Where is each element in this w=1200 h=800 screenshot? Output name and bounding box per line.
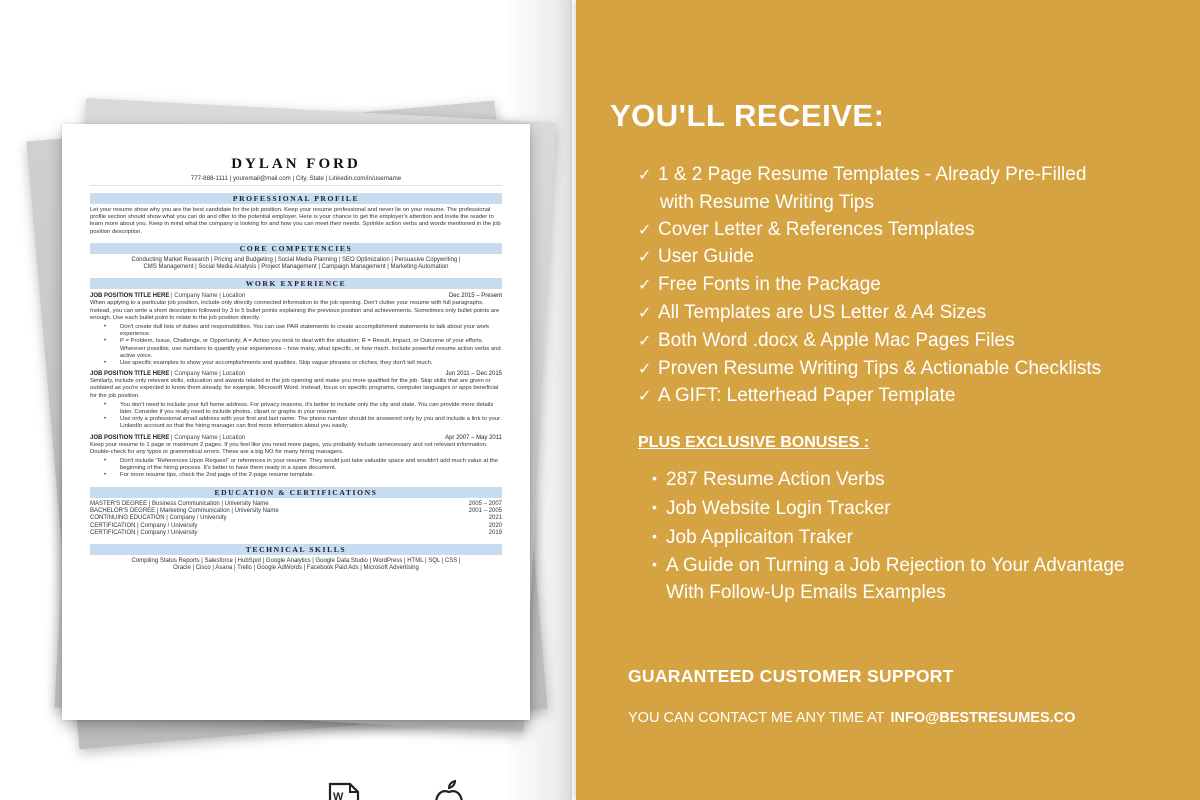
profile-text: Let your resume show why you are the best candidate for the job position. Keep your resume professional and never lie on your resume. The professional profile section should show what you can do and offer to the potential employer. Here is your chance to get the employer's attention and invite the reader to learn more about you. Keep in mind what the company is looking for and how you can meet their needs. Sprinkle action verbs and words mentioned in the job position description. xyxy=(90,207,501,235)
receive-item xyxy=(638,383,1101,411)
job-header xyxy=(90,371,502,377)
job-header xyxy=(90,293,502,299)
job-company: | Company Name | Location xyxy=(169,371,246,378)
check-icon: ✓ xyxy=(638,360,652,378)
receive-item xyxy=(638,328,1101,356)
education-row xyxy=(90,515,502,522)
job-title-line xyxy=(90,293,245,299)
education-list xyxy=(90,501,502,537)
job-bullet: • For more resume tips, check the 2nd page of the 2-page resume template. xyxy=(90,472,502,479)
section-heading-skills: TECHNICAL SKILLS xyxy=(90,544,502,555)
svg-text:W: W xyxy=(333,791,344,800)
support-title: GUARANTEED CUSTOMER SUPPORT xyxy=(628,666,954,686)
section-heading-profile: PROFESSIONAL PROFILE xyxy=(90,193,502,204)
job-bullet: • Don't include "References Upon Request" or references in your resume. They would just take valuable space and wouldn't add much value at the beginning of the hiring process. It's better to have them ready in a spare document. xyxy=(90,458,502,472)
job-bullet: • You don't need to include your full home address. For privacy reasons, it's better to include only the city and state. You can provide more details later. Consider if you really need to include photos, clipart or graphs in your resume. xyxy=(90,402,502,416)
job-company: | Company Name | Location xyxy=(169,293,246,300)
receive-item-text: Cover Letter & References Templates xyxy=(658,218,975,240)
section-heading-competencies: CORE COMPETENCIES xyxy=(90,243,502,254)
education-years: 2020 xyxy=(488,522,502,529)
education-row xyxy=(90,523,502,530)
bonus-item-text: 287 Resume Action Verbs xyxy=(666,469,885,490)
education-years: 2005 – 2007 xyxy=(468,500,502,507)
job-bullets xyxy=(90,458,502,480)
skills-line: Oracle | Cisco | Asana | Trello | Google AdWords | Facebook Paid Ads | Microsoft Advertising xyxy=(173,565,419,572)
job-description: Similarly, include only relevant skills, education and awards related to the job opening and make you more qualified for the job. Skip skills that are given or outdated as you're expected to know them already, for example, Microsoft Word. Instead, focus on specific programs, computer languages or apps beneficial for the job position. xyxy=(90,378,499,399)
education-row xyxy=(90,508,502,515)
receive-item-text: All Templates are US Letter & A4 Sizes xyxy=(658,301,987,323)
competencies-line: Conducting Market Research | Pricing and Budgeting | Social Media Planning | SEO Optimization | Persuasive Copywriting | xyxy=(131,256,461,263)
job-bullet: • Use specific examples to show your accomplishments and qualities. Skip vague phrases or cliches, they don't tell much. xyxy=(90,360,502,367)
check-icon: ✓ xyxy=(638,167,652,184)
contact-email-link[interactable]: INFO@BESTRESUMES.CO xyxy=(890,710,1076,726)
job-bullets xyxy=(90,324,502,367)
bonus-item-text: With Follow-Up Emails Examples xyxy=(666,582,946,604)
check-icon: ✓ xyxy=(638,249,652,267)
job-bullet: • P = Problem, Issue, Challenge, or Opportunity; A = Action you took to deal with the situation; R = Result, Impact, or Outcome of your efforts. Wherever possible, use numbers to quantify your experiences – how many, what specific, or how much. Include powerful resume action verbs and active voice. xyxy=(90,338,502,360)
job-title: JOB POSITION TITLE HERE xyxy=(90,293,170,300)
skills-line: Compiling Status Reports | Salesforce | HubSpot | Google Analytics | Google Data Studio | WordPress | HTML | SQL | CSS | xyxy=(131,558,461,565)
job-dates: Apr 2007 – May 2011 xyxy=(445,434,502,441)
job-description: When applying to a particular job position, include only directly connected information to the job opening. Don't clutter your resume with full paragraphs. Instead, you can write a short description followed by 3 to 5 bullet points explaining the previous position and achievements. Sometimes only bullet points are enough. Use each bullet point to relate to the job position directly. xyxy=(90,300,500,321)
receive-item-text: Both Word .docx & Apple Mac Pages Files xyxy=(658,329,1015,351)
check-icon: ✓ xyxy=(638,304,652,322)
skills-text xyxy=(90,558,502,573)
job-dates: Dec 2015 – Present xyxy=(448,293,502,300)
bullet-icon: • xyxy=(652,556,657,573)
bonus-item-text: Job Website Login Tracker xyxy=(666,497,891,519)
job-title: JOB POSITION TITLE HERE xyxy=(90,434,170,441)
section-heading-experience: WORK EXPERIENCE xyxy=(90,278,502,289)
product-preview-area xyxy=(0,0,572,800)
bonus-item xyxy=(652,494,1124,523)
resume-name: DYLAN FORD xyxy=(231,156,361,172)
job-description: Keep your resume to 1 page or maximum 2 pages. If you feel like you need more pages, you probably include unnecessary and not relevant information. Double-check for any typos or grammatical errors. These are a big NO for many hiring managers. xyxy=(90,441,488,455)
bonus-title: PLUS EXCLUSIVE BONUSES : xyxy=(638,434,870,451)
contact-text: YOU CAN CONTACT ME ANY TIME AT xyxy=(628,710,885,726)
bonus-item-text: A Guide on Turning a Job Rejection to Your Advantage xyxy=(666,555,1125,577)
check-icon: ✓ xyxy=(638,277,652,295)
word-doc-icon xyxy=(328,780,362,800)
receive-item xyxy=(638,272,1101,300)
receive-item xyxy=(638,356,1101,384)
check-icon: ✓ xyxy=(638,332,652,350)
bonus-item xyxy=(652,523,1124,552)
education-label: MASTER'S DEGREE | Business Communication | University Name xyxy=(90,500,269,507)
receive-item-text: A GIFT: Letterhead Paper Template xyxy=(658,385,956,407)
bonus-item-text: Job Applicaiton Traker xyxy=(666,526,853,548)
resume-preview xyxy=(62,124,530,720)
receive-item xyxy=(638,244,1101,272)
features-panel xyxy=(576,0,1200,800)
job-title: JOB POSITION TITLE HERE xyxy=(90,371,170,378)
job-bullet: • Don't create dull lists of duties and responsibilities. You can use PAR statements to create accomplishment statements to talk about your work experience. xyxy=(90,324,502,338)
receive-item xyxy=(638,162,1101,217)
bonus-list xyxy=(652,465,1124,607)
receive-item-text: with Resume Writing Tips xyxy=(660,191,874,213)
education-label: CERTIFICATION | Company / University xyxy=(90,529,198,536)
bullet-icon: • xyxy=(652,527,657,544)
receive-list xyxy=(638,162,1101,411)
resume-contact: 777-888-1111 | youremail@mail.com | City, State | Linkedin.com/in/username xyxy=(90,175,502,186)
receive-item xyxy=(638,300,1101,328)
job-bullet: • Use only a professional email address with your first and last name. The phone number should be answered only by you and include a link to your LinkedIn account so that the hiring manager can find more information about you easily. xyxy=(90,416,502,430)
job-header xyxy=(90,435,502,441)
check-icon: ✓ xyxy=(638,388,652,406)
education-years: 2021 xyxy=(488,515,502,522)
education-years: 2019 xyxy=(488,529,502,536)
education-years: 2001 – 2005 xyxy=(468,507,502,514)
contact-line xyxy=(628,710,1075,726)
competencies-line: CMS Management | Social Media Analysis | Project Management | Campaign Management | Marketing Automation xyxy=(143,264,449,271)
panel-title: YOU'LL RECEIVE: xyxy=(610,98,885,133)
education-label: CERTIFICATION | Company / University xyxy=(90,522,198,529)
job-title-line xyxy=(90,435,245,441)
competencies-text xyxy=(90,257,502,272)
job-title-line xyxy=(90,371,245,377)
receive-item-text: Proven Resume Writing Tips & Actionable Checklists xyxy=(658,357,1102,379)
job-bullets xyxy=(90,402,502,431)
file-format-icons xyxy=(328,780,466,800)
receive-item xyxy=(638,217,1101,245)
apple-icon xyxy=(432,780,466,800)
education-label: CONTINUING EDUCATION | Company / University xyxy=(90,515,227,522)
bonus-item xyxy=(652,551,1124,607)
section-heading-education: EDUCATION & CERTIFICATIONS xyxy=(90,487,502,498)
bullet-icon: • xyxy=(652,498,657,515)
education-row xyxy=(90,501,502,508)
education-row xyxy=(90,530,502,537)
receive-item-text: 1 & 2 Page Resume Templates - Already Pre-Filled xyxy=(658,164,1087,185)
receive-item-text: Free Fonts in the Package xyxy=(658,274,881,296)
education-label: BACHELOR'S DEGREE | Marketing Communication | University Name xyxy=(90,507,279,514)
receive-item-text: User Guide xyxy=(658,246,755,268)
job-company: | Company Name | Location xyxy=(169,434,246,441)
job-dates: Jun 2011 – Dec 2015 xyxy=(445,371,502,378)
bullet-icon: • xyxy=(652,470,657,486)
check-icon: ✓ xyxy=(638,221,652,239)
bonus-item xyxy=(652,465,1124,494)
